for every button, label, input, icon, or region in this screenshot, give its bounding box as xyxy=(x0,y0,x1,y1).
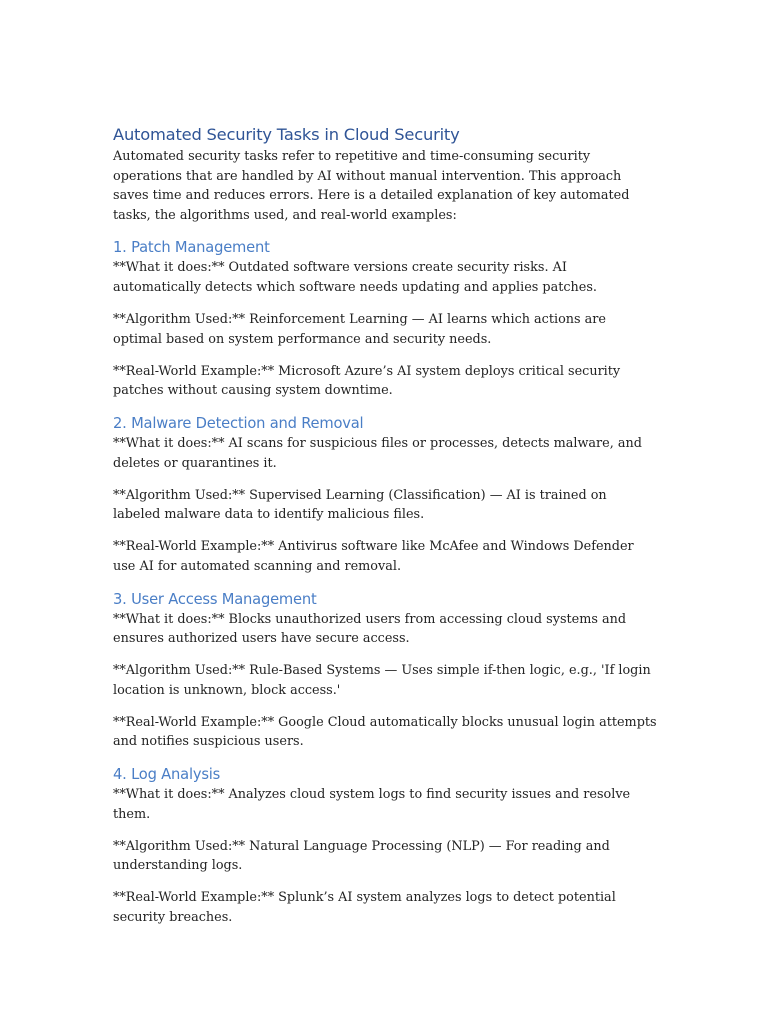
section-what-paragraph: **What it does:** AI scans for suspicious files or processes, detects malware, and deletes or quarantines it. xyxy=(113,435,642,471)
section-what-paragraph: **What it does:** Outdated software versions create security risks. AI automatically detects which software needs updating and applies patches. xyxy=(113,260,598,295)
section-example-paragraph: **Real-World Example:** Antivirus software like McAfee and Windows Defender use AI for automated scanning and removal. xyxy=(113,539,634,574)
document-title: Automated Security Tasks in Cloud Security xyxy=(113,125,460,144)
section-what-paragraph: **What it does:** Analyzes cloud system logs to find security issues and resolve them. xyxy=(113,787,631,822)
section-algorithm-paragraph: **Algorithm Used:** Natural Language Processing (NLP) — For reading and understanding logs. xyxy=(113,838,610,874)
document-page xyxy=(113,124,658,940)
section-example-paragraph: **Real-World Example:** Microsoft Azure’s AI system deploys critical security patches without causing system downtime. xyxy=(113,363,621,399)
section-heading-log-analysis: 4. Log Analysis xyxy=(113,766,221,784)
section-algorithm-paragraph: **Algorithm Used:** Reinforcement Learning — AI learns which actions are optimal based on system performance and security needs. xyxy=(113,312,606,347)
section-heading-patch-management: 1. Patch Management xyxy=(113,239,270,257)
section-example-paragraph: **Real-World Example:** Google Cloud automatically blocks unusual login attempts and notifies suspicious users. xyxy=(113,714,657,750)
section-heading-user-access-management: 3. User Access Management xyxy=(113,590,317,608)
section-example-paragraph: **Real-World Example:** Splunk’s AI system analyzes logs to detect potential security breaches. xyxy=(113,890,616,926)
intro-paragraph: Automated security tasks refer to repetitive and time-consuming security operations that are handled by AI without manual intervention. This approach saves time and reduces errors. Here is a detailed explanation of key automated tasks, the algorithms used, and real-world examples: xyxy=(113,149,630,223)
section-what-paragraph: **What it does:** Blocks unauthorized users from accessing cloud systems and ensures authorized users have secure access. xyxy=(113,611,627,647)
section-algorithm-paragraph: **Algorithm Used:** Supervised Learning (Classification) — AI is trained on labeled malware data to identify malicious files. xyxy=(113,487,607,523)
section-heading-malware-detection: 2. Malware Detection and Removal xyxy=(113,414,364,432)
section-algorithm-paragraph: **Algorithm Used:** Rule-Based Systems — Uses simple if-then logic, e.g., 'If login location is unknown, block access.' xyxy=(113,663,651,698)
